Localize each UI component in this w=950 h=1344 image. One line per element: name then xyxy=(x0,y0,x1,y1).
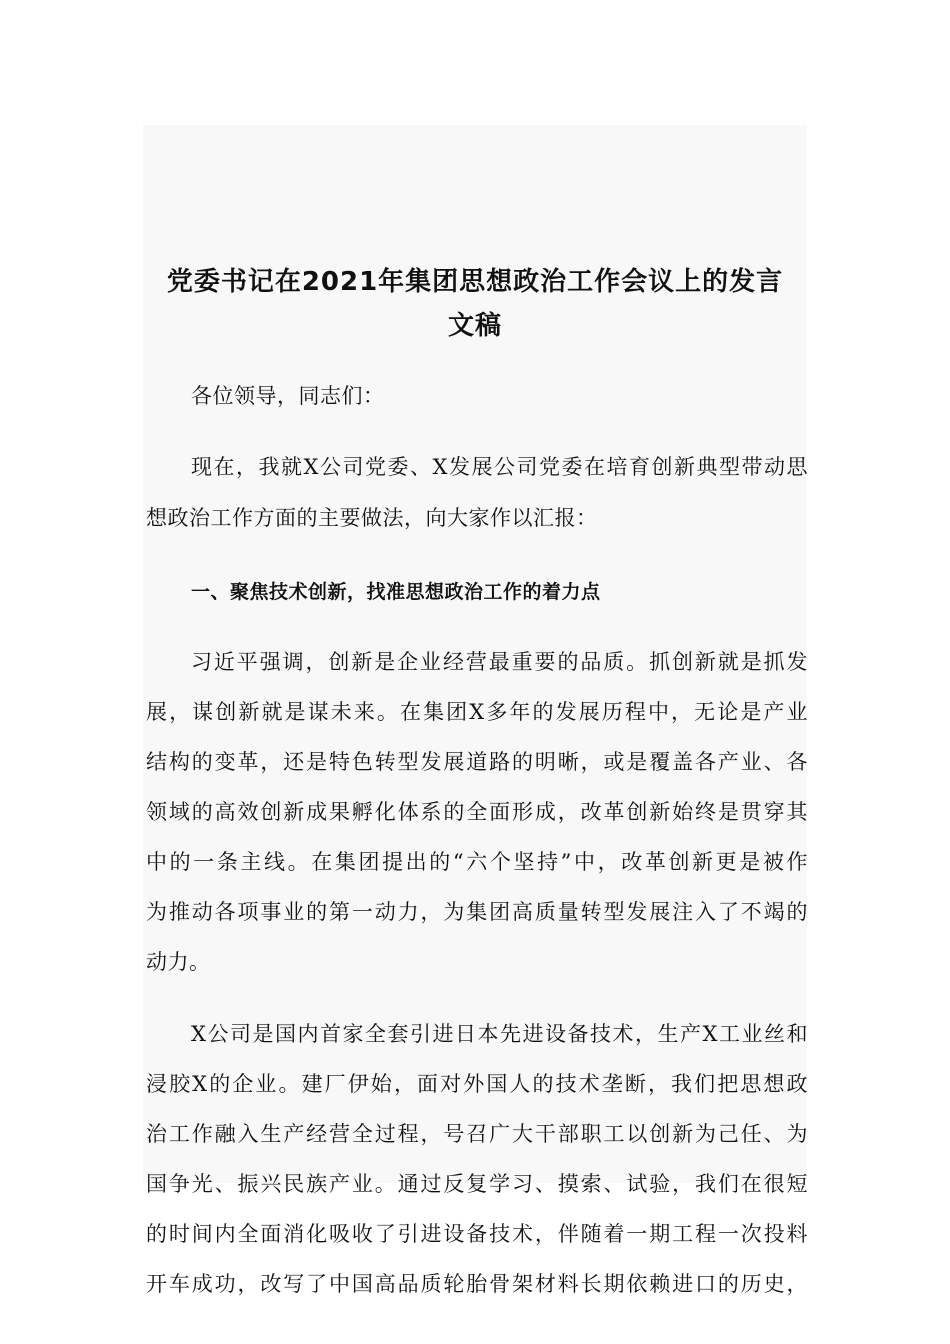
paragraph-line: 领域的高效创新成果孵化体系的全面形成，改革创新始终是贯穿其 xyxy=(146,800,808,824)
document-title-line-1: 党委书记在2021年集团思想政治工作会议上的发言 xyxy=(166,267,784,297)
paragraph-line: 治工作融入生产经营全过程，号召广大干部职工以创新为己任、为 xyxy=(146,1122,808,1146)
intro-line: 想政治工作方面的主要做法，向大家作以汇报： xyxy=(146,506,598,530)
paragraph-line: 为推动各项事业的第一动力，为集团高质量转型发展注入了不竭的 xyxy=(146,900,808,924)
paragraph-line: 习近平强调，创新是企业经营最重要的品质。抓创新就是抓发 xyxy=(191,650,808,674)
intro-line: 现在，我就X公司党委、X发展公司党委在培育创新典型带动思 xyxy=(191,455,808,479)
document-page xyxy=(143,125,808,1296)
paragraph-line: X公司是国内首家全套引进日本先进设备技术，生产X工业丝和 xyxy=(191,1022,808,1046)
paragraph-line: 展，谋创新就是谋未来。在集团X多年的发展历程中，无论是产业 xyxy=(146,700,808,724)
paragraph-line: 中的一条主线。在集团提出的“六个坚持”中，改革创新更是被作 xyxy=(146,850,808,874)
section-heading: 一、聚焦技术创新，找准思想政治工作的着力点 xyxy=(191,581,601,603)
document-title-line-2: 文稿 xyxy=(447,311,502,341)
salutation: 各位领导，同志们： xyxy=(191,384,385,408)
paragraph-line: 浸胶X的企业。建厂伊始，面对外国人的技术垄断，我们把思想政 xyxy=(146,1072,808,1096)
paragraph-line: 国争光、振兴民族产业。通过反复学习、摸索、试验，我们在很短 xyxy=(146,1172,808,1196)
paragraph-line: 动力。 xyxy=(146,950,211,974)
paragraph-line: 结构的变革，还是特色转型发展道路的明晰，或是覆盖各产业、各 xyxy=(146,750,808,774)
paragraph-line: 开车成功，改写了中国高品质轮胎骨架材料长期依赖进口的历史， xyxy=(146,1272,808,1296)
paragraph-line: 的时间内全面消化吸收了引进设备技术，伴随着一期工程一次投料 xyxy=(146,1222,808,1246)
